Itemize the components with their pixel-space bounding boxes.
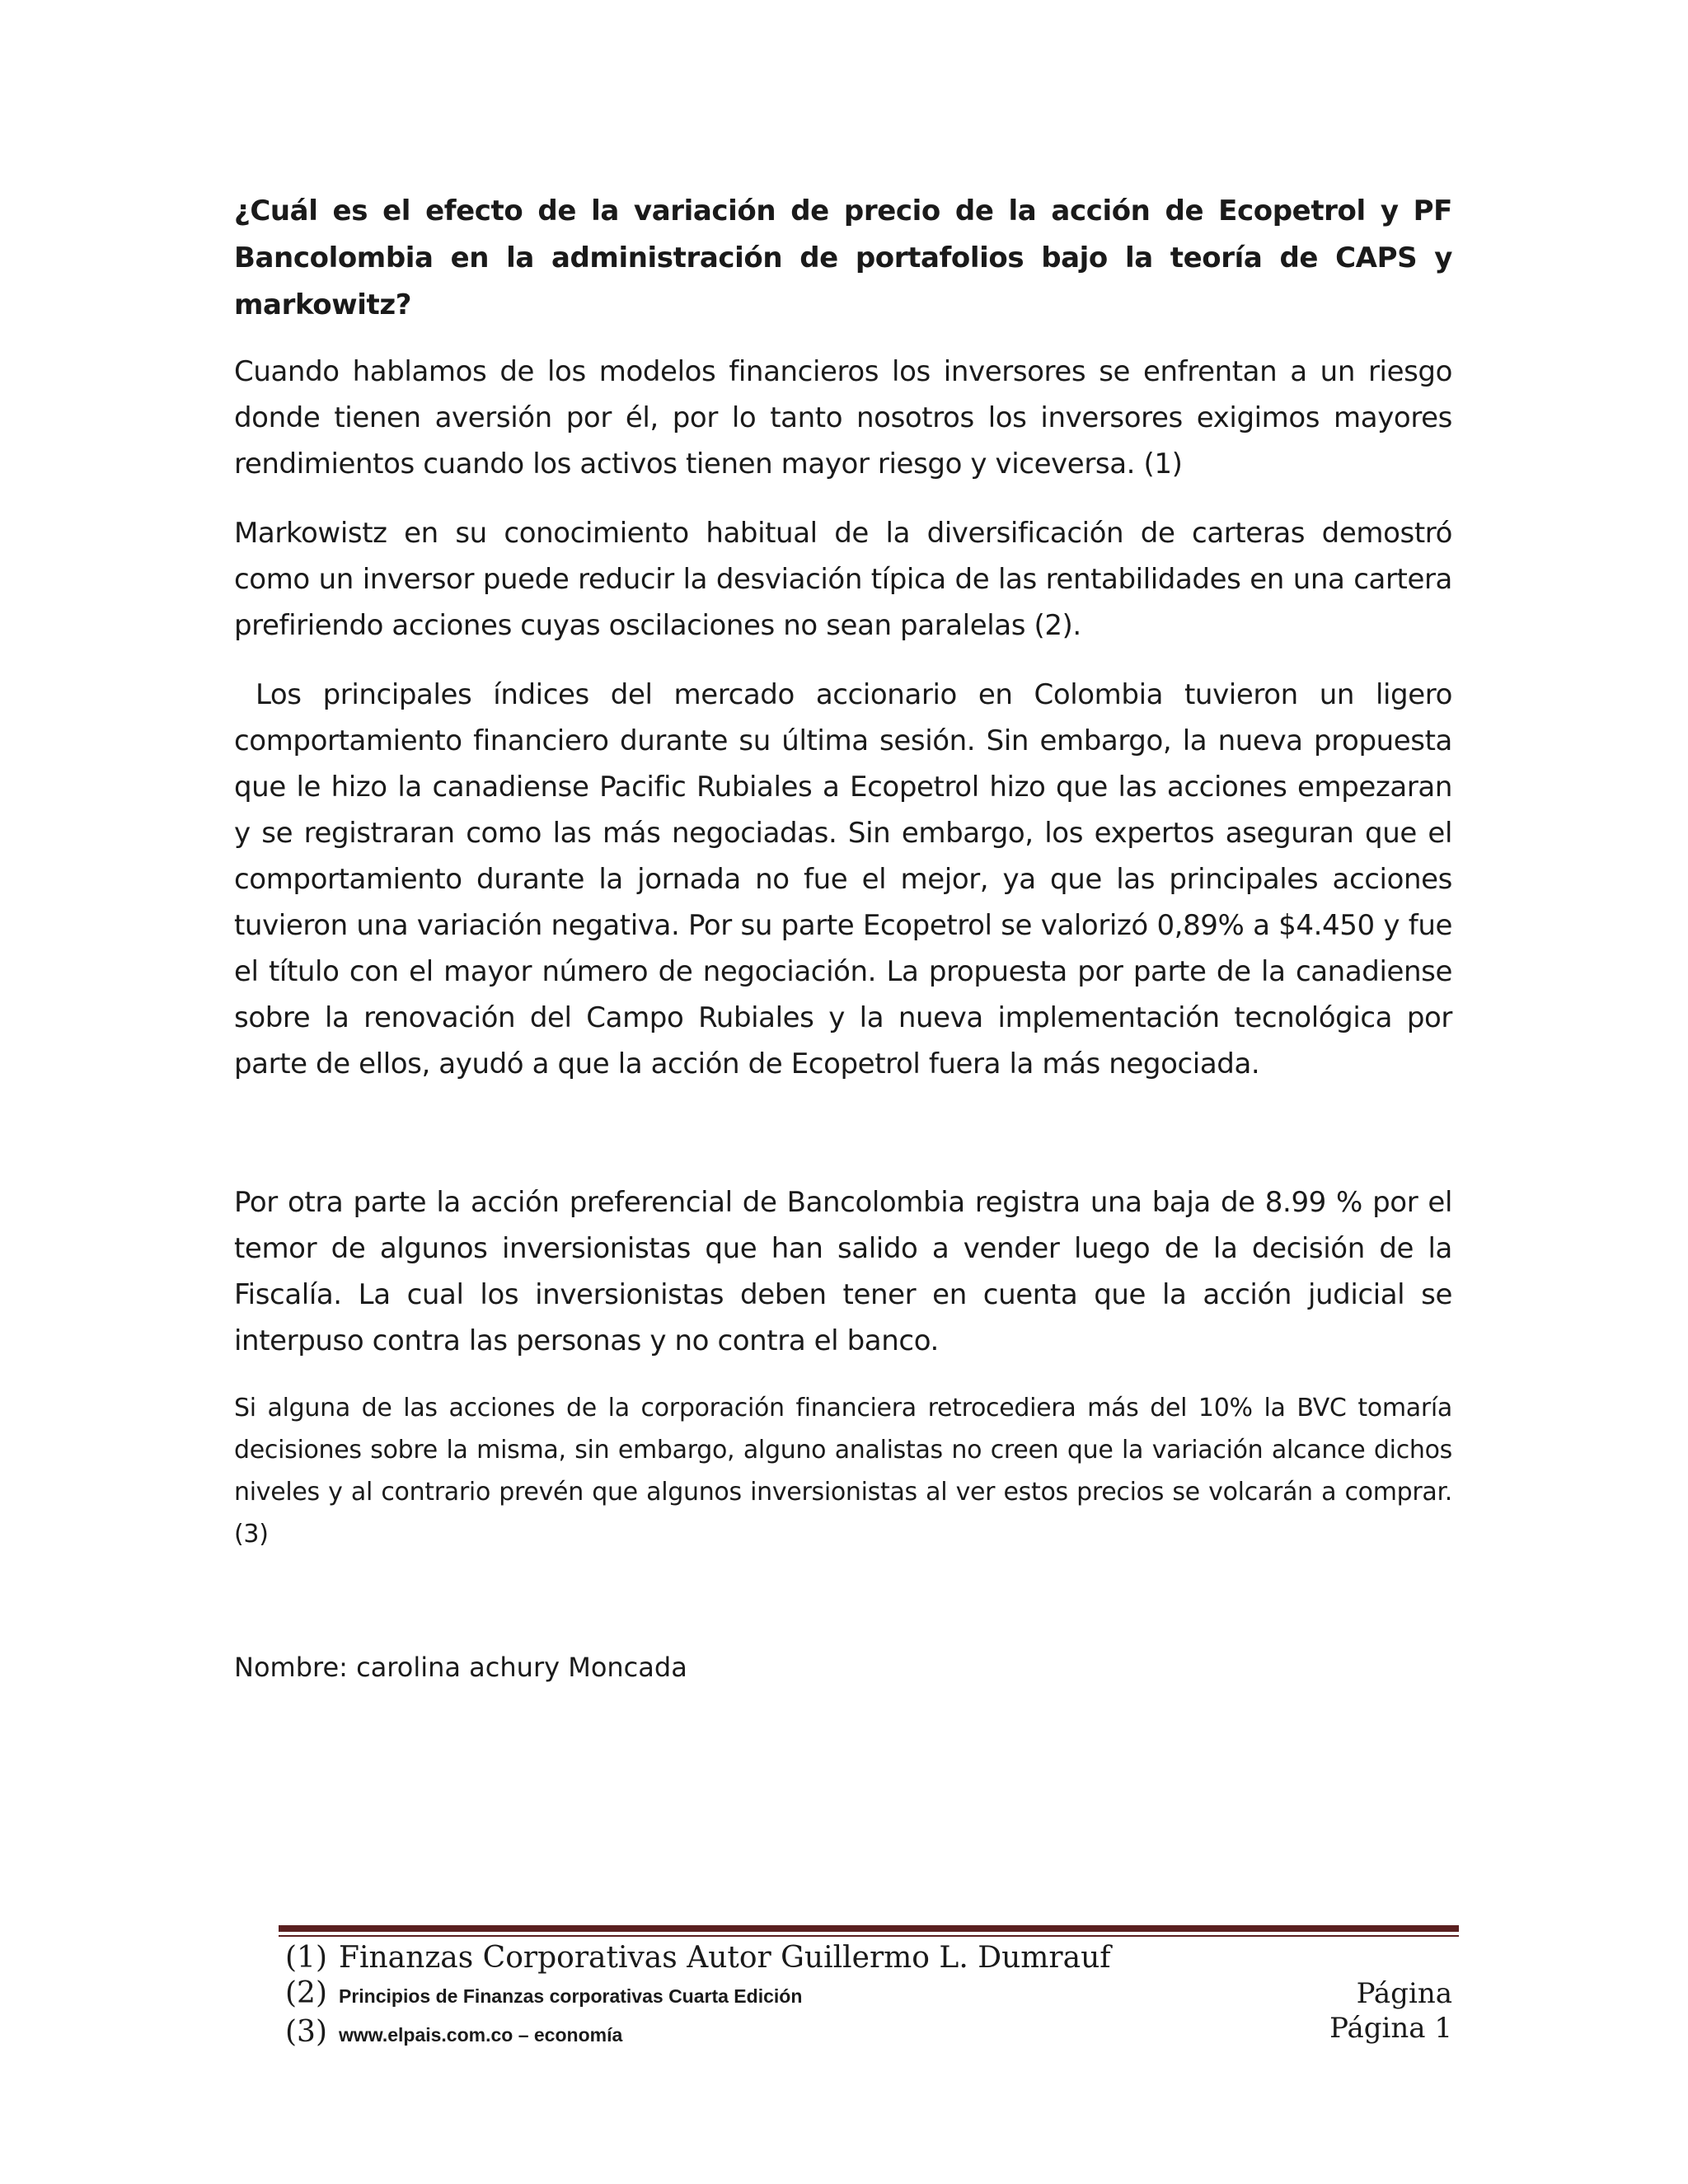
paragraph-risk-aversion: Cuando hablamos de los modelos financieros los inversores se enfrentan a un riesgo donde tienen aversión por él, por lo tanto nosotros los inversores exigimos mayores rendimientos cuando los activos tienen mayor riesgo y viceversa. (1) [234, 355, 1452, 480]
page-number-block [1329, 1976, 1452, 2046]
paragraph-markowitz: Markowistz en su conocimiento habitual de la diversificación de carteras demostró como un inversor puede reducir la desviación típica de las rentabilidades en una cartera prefiriendo acciones cuyas oscilaciones no sean paralelas (2). [234, 517, 1452, 642]
paragraph-ecopetrol: Los principales índices del mercado accionario en Colombia tuvieron un ligero comportamiento financiero durante su última sesión. Sin embargo, la nueva propuesta que le hizo la canadiense Pacific Rubiales a Ecopetrol hizo que las acciones empezaran y se registraran como las más negociadas. Sin embargo, los expertos aseguran que el comportamiento durante la jornada no fue el mejor, ya que las principales acciones tuvieron una variación negativa. Por su parte Ecopetrol se valorizó 0,89% a $4.450 y fue el título con el mayor número de negociación. La propuesta por parte de la canadiense sobre la renovación del Campo Rubiales y la nueva implementación tecnológica por parte de ellos, ayudó a que la acción de Ecopetrol fuera la más negociada. [234, 678, 1461, 1080]
footer-rule-thick [279, 1925, 1459, 1932]
reference-number: (1) [285, 1941, 327, 1975]
paragraph-bancolombia: Por otra parte la acción preferencial de Bancolombia registra una baja de 8.99 % por el temor de algunos inversionistas que han salido a vender luego de la decisión de la Fiscalía. La cual los inversionistas deben tener en cuenta que la acción judicial se interpuso contra las personas y no contra el banco. [234, 1186, 1452, 1357]
document-title: ¿Cuál es el efecto de la variación de precio de la acción de Ecopetrol y PF Bancolombia en la administración de portafolios bajo la teoría de CAPS y markowitz? [234, 194, 1452, 321]
footer-reference-2 [279, 1975, 1459, 2014]
reference-text: Finanzas Corporativas Autor Guillermo L. Dumrauf [339, 1941, 1111, 1975]
reference-text: www.elpais.com.co – economía [339, 2024, 623, 2046]
paragraph-bvc: Si alguna de las acciones de la corporación financiera retrocediera más del 10% la BVC tomaría decisiones sobre la misma, sin embargo, alguno analistas no creen que la variación alcance dichos niveles y al contrario prevén que algunos inversionistas al ver estos precios se volcarán a comprar. (3) [234, 1394, 1452, 1549]
footer-reference-1 [279, 1940, 1459, 1975]
footer-references [279, 1940, 1459, 2053]
author-signature-line: Nombre: carolina achury Moncada [234, 1652, 687, 1683]
reference-number: (2) [285, 1976, 327, 2010]
footer-reference-3 [279, 2014, 1459, 2053]
footer-rule-thin [279, 1935, 1459, 1937]
page-label: Página [1356, 1977, 1452, 2010]
reference-number: (3) [285, 2015, 327, 2049]
page-number-label: Página 1 [1329, 2012, 1452, 2045]
reference-text: Principios de Finanzas corporativas Cuarta Edición [339, 1985, 803, 2007]
document-body [234, 188, 1461, 1690]
page-footer [279, 1925, 1459, 2053]
